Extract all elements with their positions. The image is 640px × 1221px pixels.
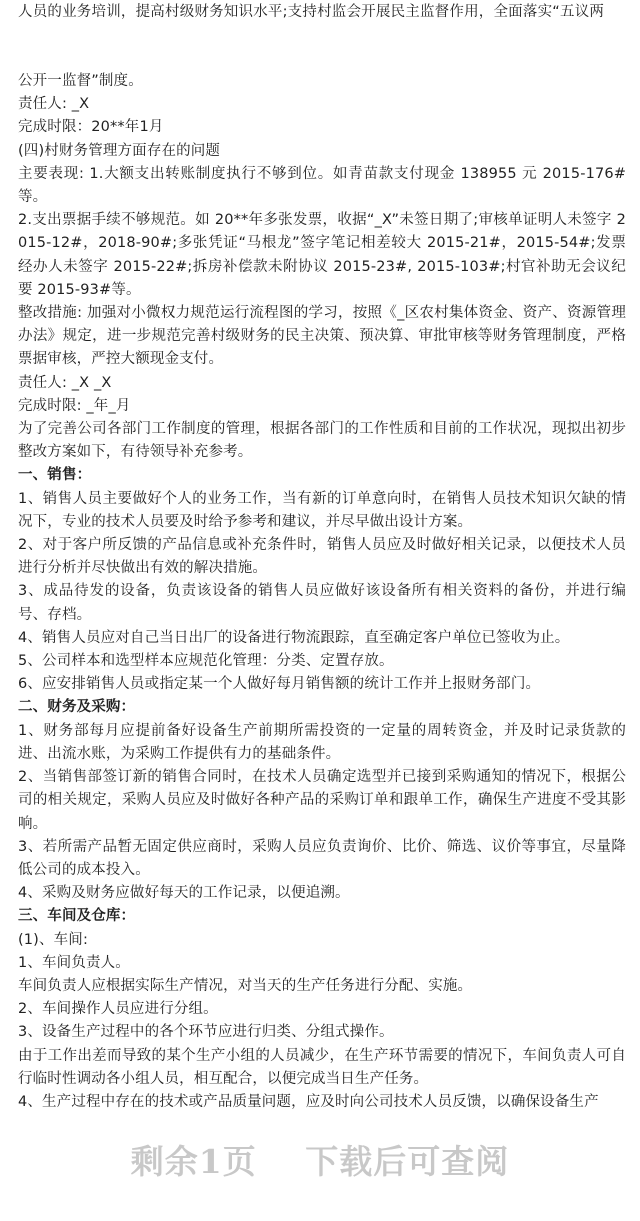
paragraph: 1、财务部每月应提前备好设备生产前期所需投资的一定量的周转资金，并及时记录货款的进、出流水账，为采购工作提供有力的基础条件。: [18, 722, 626, 762]
section-heading: 二、财务及采购：: [18, 699, 136, 716]
paragraph: 2、车间操作人员应进行分组。: [18, 1001, 218, 1018]
document-body: [18, 70, 626, 1114]
paragraph: 3、成品待发的设备，负责该设备的销售人员应做好该设备所有相关资料的备份，并进行编号、存档。: [18, 583, 626, 623]
paragraph: 1、销售人员主要做好个人的业务工作，当有新的订单意向时，在销售人员技术知识欠缺的情况下，专业的技术人员要及时给予参考和建议，并尽早做出设计方案。: [18, 490, 626, 530]
paragraph: (1)、车间:: [18, 931, 88, 948]
download-to-view-label[interactable]: 下载后可查阅: [305, 1142, 510, 1181]
paragraph: 完成时限：20**年1月: [18, 119, 164, 136]
paragraph: 整改措施: 加强对小微权力规范运行流程图的学习，按照《_区农村集体资金、资产、资源管理办法》规定，进一步规范完善村级财务的民主决策、预决算、审批审核等财务管理制度，严格票据审核，严控大额现金支付。: [18, 305, 626, 368]
section-heading: 一、销售：: [18, 467, 92, 484]
top-partial-text: [18, 0, 624, 24]
paragraph: 责任人: _X: [18, 96, 90, 113]
paragraph: 1、车间负责人。: [18, 954, 130, 971]
paragraph: 4、销售人员应对自己当日出厂的设备进行物流跟踪，直至确定客户单位已签收为止。: [18, 629, 570, 646]
paragraph: 为了完善公司各部门工作制度的管理，根据各部门的工作性质和目前的工作状况，现拟出初步整改方案如下，有待领导补充参考。: [18, 421, 626, 461]
paragraph: 5、公司样本和选型样本应规范化管理：分类、定置存放。: [18, 653, 394, 670]
paragraph: 主要表现: 1.大额支出转账制度执行不够到位。如青苗款支付现金 138955 元 2015-176#等。: [18, 165, 626, 206]
paragraph: 公开一监督”制度。: [18, 73, 143, 89]
paragraph: 责任人: _X _X: [18, 374, 112, 391]
paragraph: 3、设备生产过程中的各个环节应进行归类、分组式操作。: [18, 1024, 394, 1041]
remaining-pages-label[interactable]: 剩余1页: [130, 1142, 257, 1181]
paragraph: 4、生产过程中存在的技术或产品质量问题，应及时向公司技术人员反馈，以确保设备生产: [18, 1093, 599, 1110]
download-prompt-banner[interactable]: [0, 1136, 640, 1184]
paragraph: 车间负责人应根据实际生产情况，对当天的生产任务进行分配、实施。: [18, 977, 473, 994]
paragraph: (四)村财务管理方面存在的问题: [18, 142, 221, 159]
paragraph: 4、采购及财务应做好每天的工作记录，以便追溯。: [18, 885, 350, 902]
paragraph: 完成时限: _年_月: [18, 397, 131, 414]
paragraph: 2、当销售部签订新的销售合同时，在技术人员确定选型并已接到采购通知的情况下，根据公司的相关规定，采购人员应及时做好各种产品的采购订单和跟单工作，确保生产进度不受其影响。: [18, 769, 626, 832]
paragraph: 3、若所需产品暂无固定供应商时，采购人员应负责询价、比价、筛选、议价等事宜，尽量降低公司的成本投入。: [18, 838, 626, 878]
paragraph: 由于工作出差而导致的某个生产小组的人员减少，在生产环节需要的情况下，车间负责人可自行临时性调动各小组人员，相互配合，以便完成当日生产任务。: [18, 1047, 626, 1087]
paragraph: 2.支出票据手续不够规范。如 20**年多张发票，收据“_X”未签日期了;审核单证明人未签字 2015-12#，2018-90#;多张凭证“马根龙”签字笔记相差较大 2015-21#，2015-54#;发票经办人未签字 2015-22#;拆房补偿款未附协议 2015-23#, 2015-103#;村官补助无会议纪要 2015-93#等。: [18, 212, 626, 298]
section-heading: 三、车间及仓库：: [18, 908, 136, 925]
top-line: 人员的业务培训，提高村级财务知识水平;支持村监会开展民主监督作用，全面落实“五议两: [18, 4, 605, 20]
paragraph: 6、应安排销售人员或指定某一个人做好每月销售额的统计工作并上报财务部门。: [18, 676, 541, 693]
paragraph: 2、对于客户所反馈的产品信息或补充条件时，销售人员应及时做好相关记录，以便技术人员进行分析并尽快做出有效的解决措施。: [18, 537, 626, 577]
